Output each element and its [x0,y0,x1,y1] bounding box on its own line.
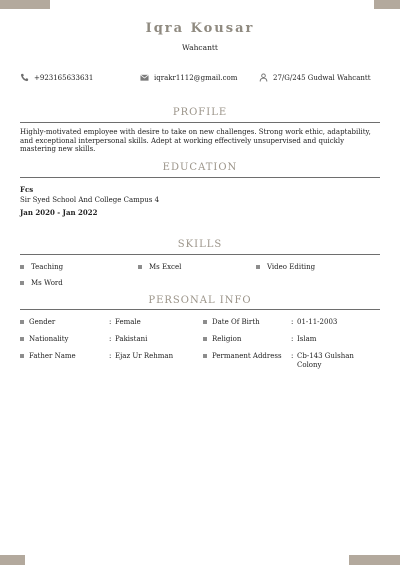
skill-item: Teaching [20,263,63,271]
envelope-icon [140,73,149,82]
section-title-skills: SKILLS [177,239,223,250]
bullet-icon [20,265,24,269]
section-divider [20,309,380,310]
contact-email [140,73,237,82]
corner-decoration-bottom-right [349,555,400,565]
section-title-education: EDUCATION [162,162,238,173]
bullet-icon [20,281,24,285]
skill-item: Ms Excel [138,263,181,271]
personal-info-value: Female [115,318,141,326]
education-dates: Jan 2020 - Jan 2022 [20,208,98,217]
resume-location: Wahcantt [182,43,218,52]
corner-decoration-top-right [374,0,400,9]
bullet-icon [203,354,207,358]
colon-separator: : [291,335,294,343]
colon-separator: : [109,335,112,343]
education-degree: Fcs [20,185,34,194]
section-divider [20,122,380,123]
profile-summary: Highly-motivated employee with desire to take on new challenges. Strong work ethic, adaptability, and exceptional interpersonal skills. Adept at working effectively unsupervised and quickly mastering new skills. [20,128,371,153]
skill-item: Video Editing [256,263,315,271]
personal-info-value: Ejaz Ur Rehman [115,352,174,360]
contact-address-text: 27/G/245 Gudwal Wahcantt [273,73,371,82]
person-icon [259,73,268,82]
personal-info-value: 01-11-2003 [297,318,338,326]
skill-item: Ms Word [20,279,63,287]
contact-phone [20,73,93,82]
colon-separator: : [291,352,294,360]
resume-name: Iqra Kousar [145,21,255,36]
bullet-icon [203,320,207,324]
personal-info-value: Pakistani [115,335,148,343]
corner-decoration-top-left [0,0,50,9]
bullet-icon [20,354,24,358]
colon-separator: : [109,352,112,360]
colon-separator: : [291,318,294,326]
contact-address [259,73,371,82]
colon-separator: : [109,318,112,326]
bullet-icon [256,265,260,269]
section-title-profile: PROFILE [172,107,228,118]
contact-email-text: iqrakr1112@gmail.com [154,73,238,82]
personal-info-value: Islam [297,335,317,343]
bullet-icon [138,265,142,269]
section-title-personal-info: PERSONAL INFO [148,295,252,306]
section-divider [20,177,380,178]
bullet-icon [20,337,24,341]
phone-icon [20,73,29,82]
section-divider [20,254,380,255]
personal-info-value: Cb-143 Gulshan Colony [297,352,354,369]
bullet-icon [203,337,207,341]
bullet-icon [20,320,24,324]
corner-decoration-bottom-left [0,555,25,565]
contact-phone-text: +923165633631 [34,73,94,82]
education-school: Sir Syed School And College Campus 4 [20,196,160,204]
